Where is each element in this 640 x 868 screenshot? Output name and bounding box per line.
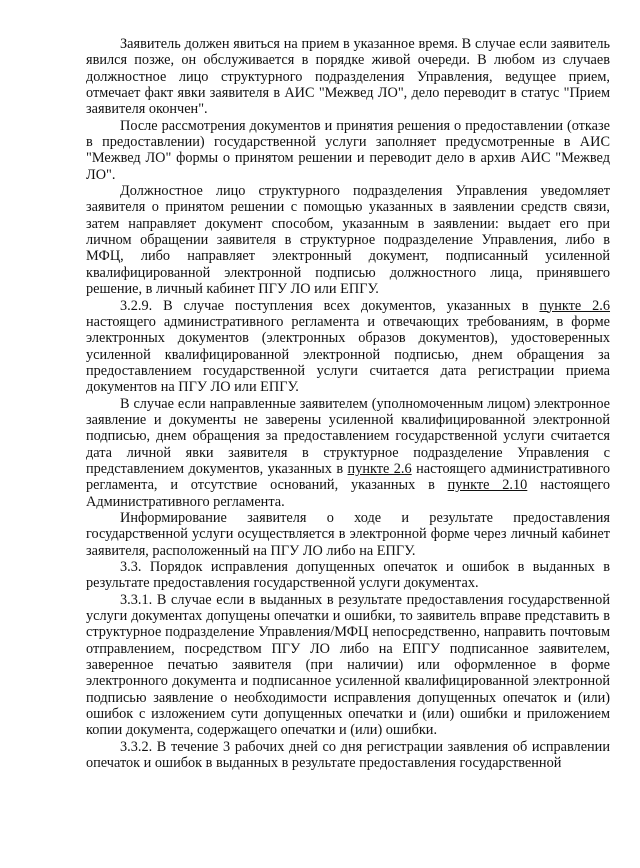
clause-link-2-10[interactable]: пункте 2.10	[447, 477, 528, 494]
paragraph-unsigned-documents	[86, 396, 610, 510]
paragraph-text: В случае если направленные заявителем (уполномоченным лицом) электронное заявление и документы не заверены усиленной квалифицированной электронной подписью, днем обращения за предоставлением государственной услуги считается дата личной явки заявителя в структурное подразделение Управления с представлением документов, указанных в	[86, 395, 610, 477]
paragraph-text: настоящего административного регламента, и отсутствие оснований, указанных в	[86, 460, 611, 494]
section-heading-3-3: 3.3. Порядок исправления допущенных опечаток и ошибок в выданных в результате предоставления государственной услуги документах.	[86, 559, 610, 592]
paragraph-text: 3.2.9. В случае поступления всех документов, указанных в	[120, 297, 540, 314]
paragraph-appointment: Заявитель должен явиться на прием в указанное время. В случае если заявитель явился позже, он обслуживается в порядке живой очереди. В любом из случаев должностное лицо структурного подразделения Управления, ведущее прием, отмечает факт явки заявителя в АИС "Межвед ЛО", дело переводит в статус "Прием заявителя окончен".	[86, 36, 610, 118]
paragraph-3-2-9	[86, 298, 610, 396]
paragraph-text: настоящего Административного регламента.	[86, 477, 610, 510]
paragraph-3-3-1: 3.3.1. В случае если в выданных в результате предоставления государственной услуги документах допущены опечатки и ошибки, то заявитель вправе представить в структурное подразделение Управления/МФЦ непосредственно, направить почтовым отправлением, посредством ПГУ ЛО либо на ЕПГУ подписанное заявителем, заверенное печатью заявителя (при наличии) или оформленное в форме электронного документа и подписанное усиленной квалифицированной электронной подписью заявление о необходимости исправления допущенных опечаток и (или) ошибок с изложением сути допущенных опечатки и (или) ошибки и приложением копии документа, содержащего опечатки и (или) ошибки.	[86, 591, 610, 739]
paragraph-3-3-2: 3.3.2. В течение 3 рабочих дней со дня регистрации заявления об исправлении опечаток и ошибок в выданных в результате предоставления государственной	[86, 738, 610, 772]
paragraph-text: настоящего административного регламента и отвечающих требованиям, в форме электронных документов (электронных образов документов), удостоверенных усиленной квалифицированной электронной подписью, днем обращения за предоставлением государственной услуги считается дата регистрации приема документов на ПГУ ЛО или ЕПГУ.	[86, 313, 610, 396]
paragraph-informing: Информирование заявителя о ходе и результате предоставления государственной услуги осуществляется в электронной форме через личный кабинет заявителя, расположенный на ПГУ ЛО либо на ЕПГУ.	[86, 509, 610, 559]
clause-link-2-6[interactable]: пункте 2.6	[347, 460, 412, 477]
paragraph-notification: Должностное лицо структурного подразделения Управления уведомляет заявителя о принятом решении с помощью указанных в заявлении средств связи, затем направляет документ способом, указанным в заявлении: выдает его при личном обращении заявителя в структурное подразделение Управления, либо в МФЦ, либо направляет электронный документ, подписанный усиленной квалифицированной электронной подписью должностного лица, принявшего решение, в личный кабинет ПГУ ЛО или ЕПГУ.	[86, 183, 610, 298]
paragraph-decision: После рассмотрения документов и принятия решения о предоставлении (отказе в предоставлении) государственной услуги заполняет предусмотренные в АИС "Межвед ЛО" формы о принятом решении и переводит дело в архив АИС "Межвед ЛО".	[86, 117, 610, 183]
clause-link-2-6[interactable]: пункте 2.6	[539, 297, 611, 314]
